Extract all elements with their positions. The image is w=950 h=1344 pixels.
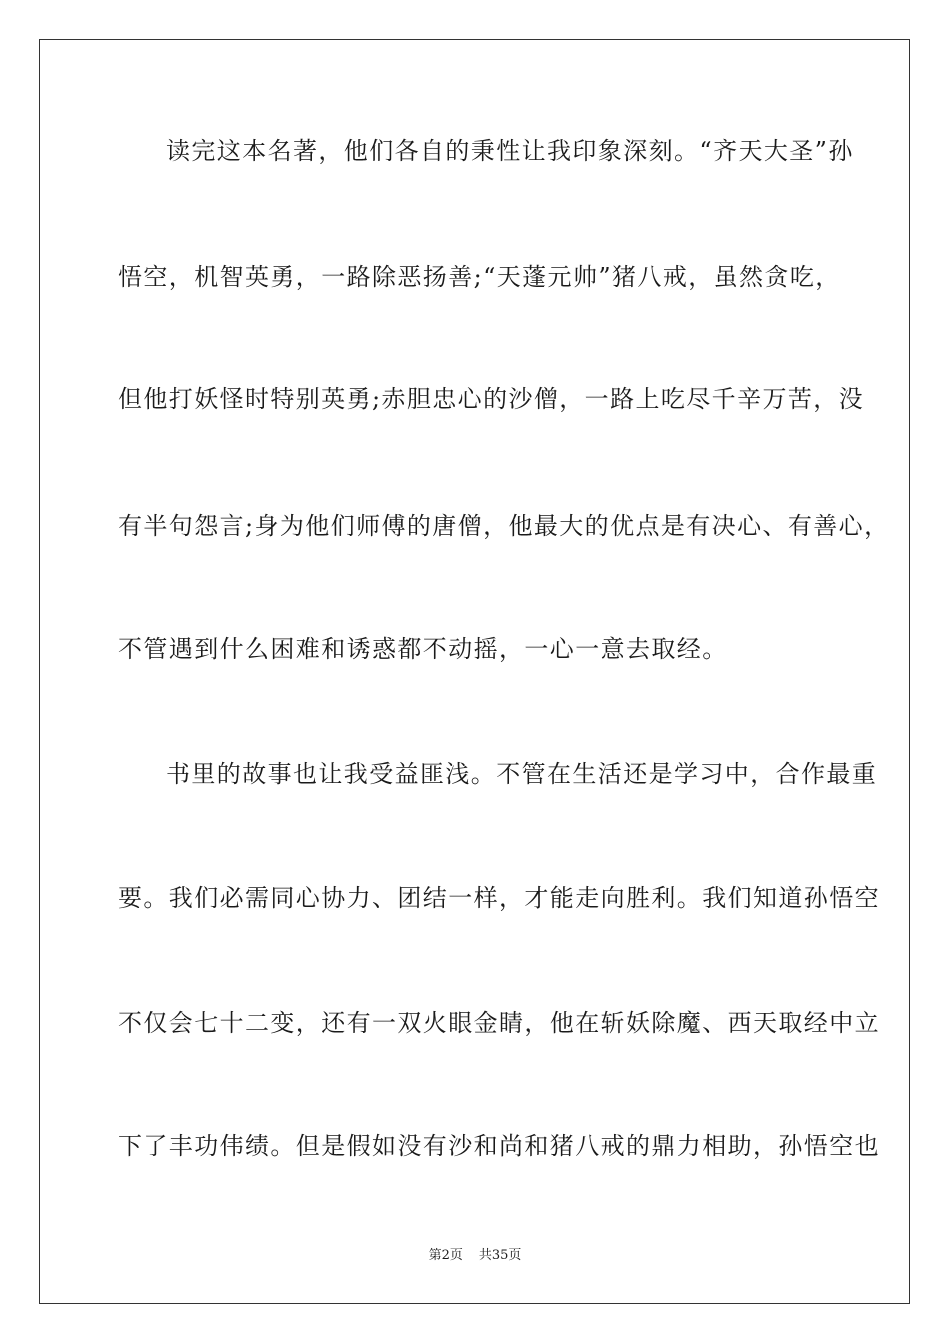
paragraph-2-line-4: 下了丰功伟绩。但是假如没有沙和尚和猪八戒的鼎力相助，孙悟空也 <box>118 1132 880 1160</box>
page-number: 第2页 <box>428 1248 463 1263</box>
paragraph-1-line-5: 不管遇到什么困难和诱惑都不动摇，一心一意去取经。 <box>118 635 728 663</box>
paragraph-2-line-3: 不仅会七十二变，还有一双火眼金睛，他在斩妖除魔、西天取经中立 <box>118 1009 880 1037</box>
paragraph-1-line-4: 有半句怨言;身为他们师傅的唐僧，他最大的优点是有决心、有善心， <box>118 512 890 540</box>
page-frame <box>39 39 910 1304</box>
paragraph-2-line-1: 书里的故事也让我受益匪浅。不管在生活还是学习中，合作最重 <box>166 760 878 788</box>
total-pages: 共35页 <box>478 1248 522 1263</box>
paragraph-1-line-2: 悟空，机智英勇，一路除恶扬善;“天蓬元帅”猪八戒，虽然贪吃， <box>118 263 841 291</box>
paragraph-1-line-3: 但他打妖怪时特别英勇;赤胆忠心的沙僧，一路上吃尽千辛万苦，没 <box>118 385 865 413</box>
paragraph-2-line-2: 要。我们必需同心协力、团结一样，才能走向胜利。我们知道孙悟空 <box>118 884 880 912</box>
paragraph-1-line-1: 读完这本名著，他们各自的秉性让我印象深刻。“齐天大圣”孙 <box>166 137 854 165</box>
page-footer <box>0 1248 950 1264</box>
